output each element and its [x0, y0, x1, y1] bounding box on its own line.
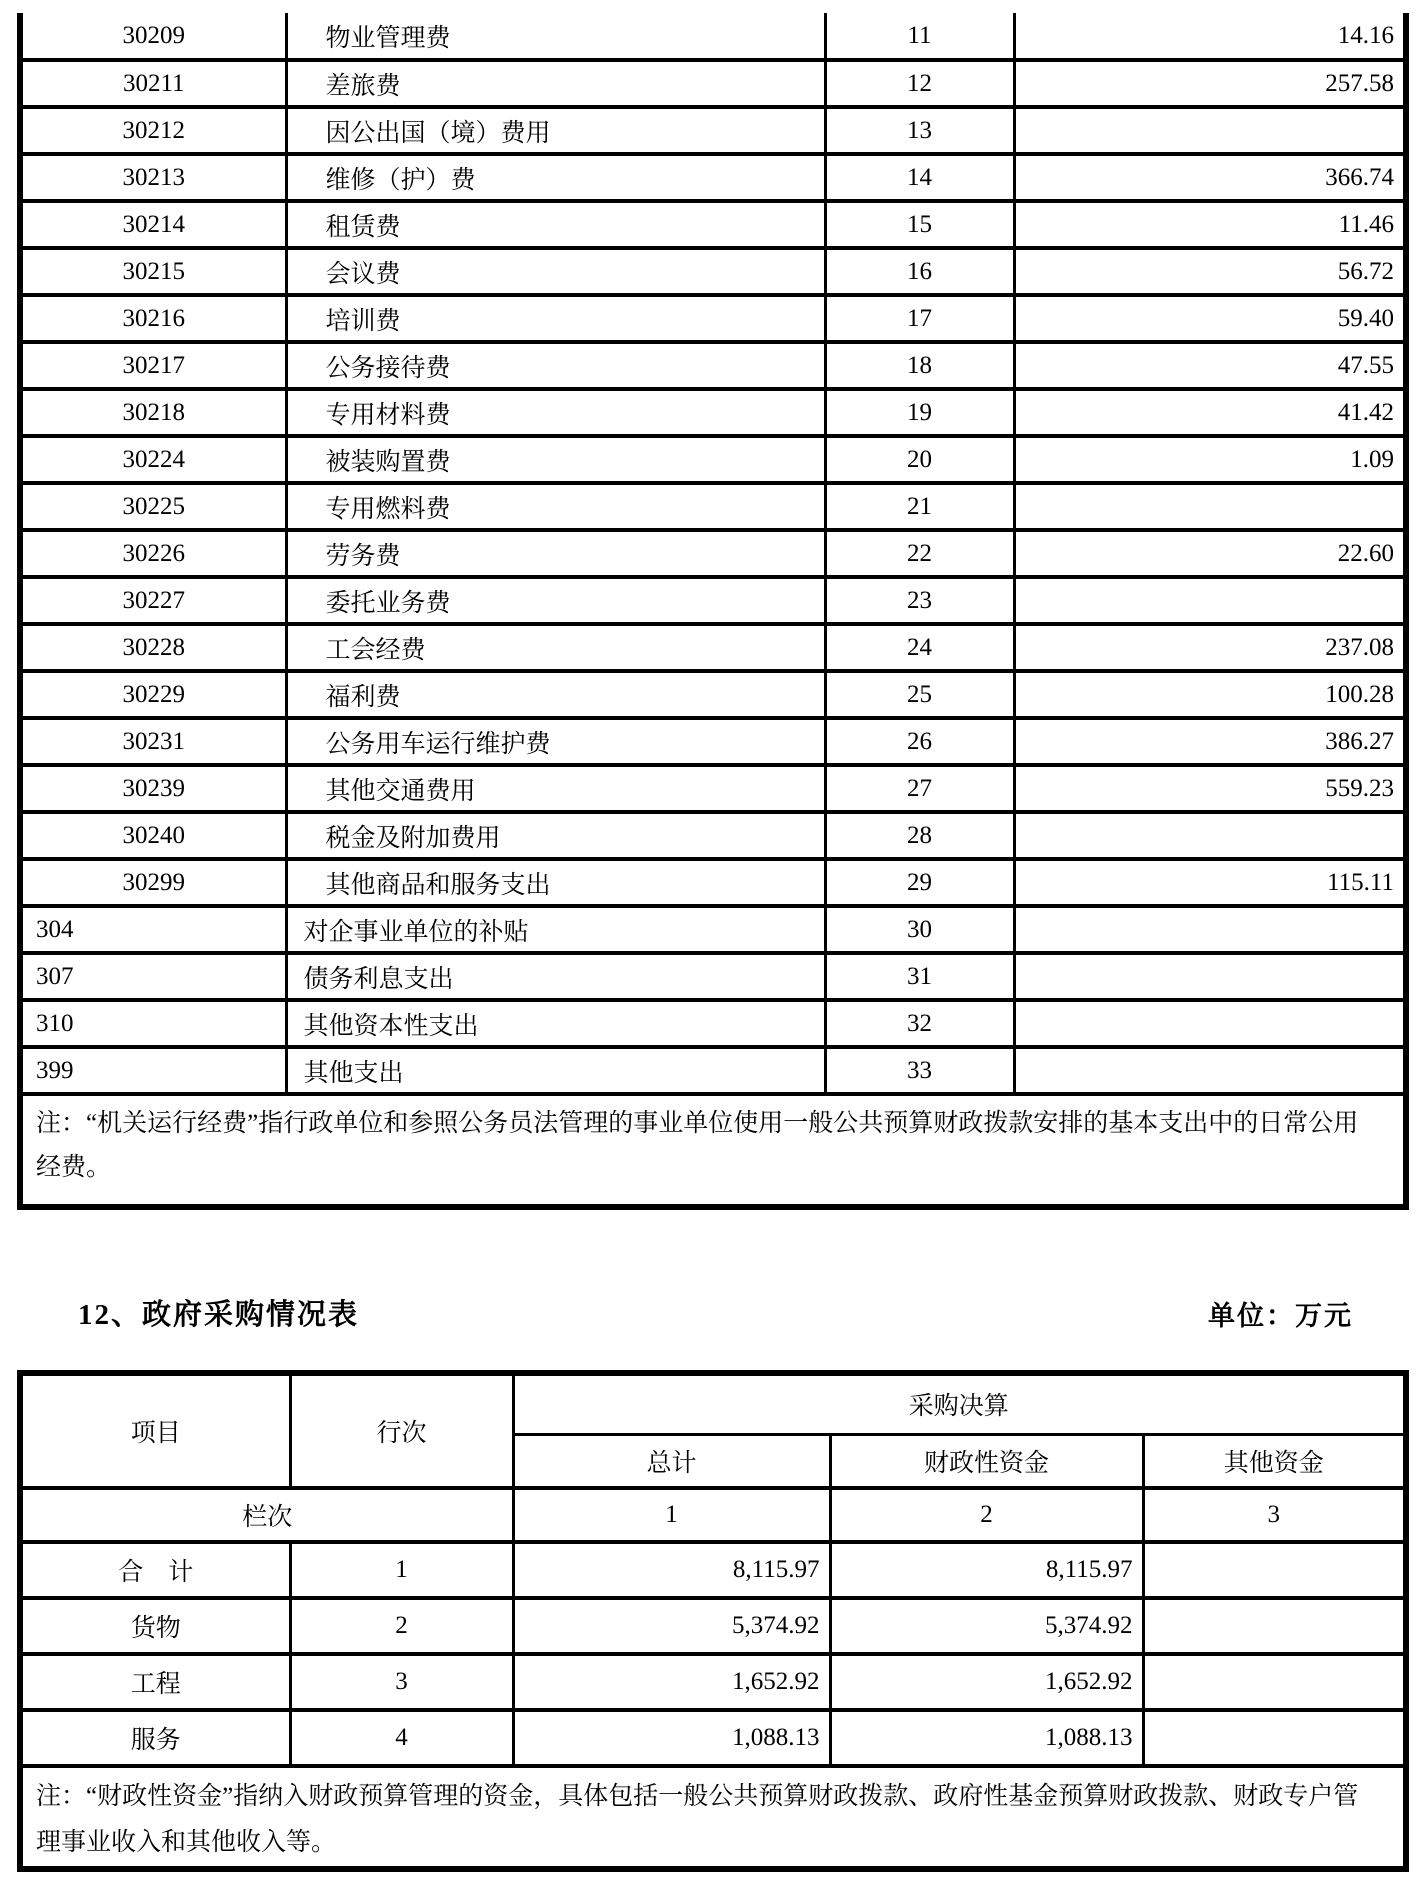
name-cell: 公务接待费 — [286, 342, 825, 389]
expense-row — [20, 483, 1406, 530]
amount-cell: 59.40 — [1014, 295, 1406, 342]
line-no-cell: 25 — [825, 671, 1014, 718]
line-no-cell: 17 — [825, 295, 1014, 342]
expense-row — [20, 248, 1406, 295]
line-no-cell: 15 — [825, 201, 1014, 248]
code-cell: 30224 — [20, 436, 286, 483]
note-line: 注：“财政性资金”指纳入财政预算管理的资金，具体包括一般公共预算财政拨款、政府性基金预算财政拨款、财政专户管 — [36, 1783, 1359, 1810]
expense-row — [20, 342, 1406, 389]
section-title: 12、政府采购情况表 — [78, 1299, 360, 1331]
line-no-cell: 23 — [825, 577, 1014, 624]
note-line: 经费。 — [36, 1154, 112, 1181]
amount-cell — [1014, 1047, 1406, 1094]
code-cell: 310 — [20, 1000, 286, 1047]
line-no-cell: 21 — [825, 483, 1014, 530]
name-cell: 物业管理费 — [286, 13, 825, 60]
code-cell: 30226 — [20, 530, 286, 577]
name-cell: 其他支出 — [286, 1047, 825, 1094]
code-cell: 30216 — [20, 295, 286, 342]
name-cell: 其他资本性支出 — [286, 1000, 825, 1047]
name-cell: 税金及附加费用 — [286, 812, 825, 859]
code-cell: 30213 — [20, 154, 286, 201]
code-cell: 304 — [20, 906, 286, 953]
other-cell — [1143, 1654, 1406, 1710]
code-cell: 30240 — [20, 812, 286, 859]
column-index-2: 2 — [830, 1488, 1143, 1542]
line-no-cell: 28 — [825, 812, 1014, 859]
line-no-cell: 13 — [825, 107, 1014, 154]
item-cell: 服务 — [20, 1710, 290, 1766]
expense-table-note-row — [20, 1094, 1406, 1207]
name-cell: 专用燃料费 — [286, 483, 825, 530]
item-cell: 合 计 — [20, 1542, 290, 1598]
expense-row — [20, 671, 1406, 718]
procurement-row — [20, 1542, 1406, 1598]
code-cell: 30211 — [20, 60, 286, 107]
line-no-cell: 32 — [825, 1000, 1014, 1047]
line-no-cell: 12 — [825, 60, 1014, 107]
name-cell: 福利费 — [286, 671, 825, 718]
header-item: 项目 — [20, 1373, 290, 1488]
expense-row — [20, 13, 1406, 60]
name-cell: 培训费 — [286, 295, 825, 342]
line-no-cell: 20 — [825, 436, 1014, 483]
name-cell: 劳务费 — [286, 530, 825, 577]
code-cell: 399 — [20, 1047, 286, 1094]
expense-row — [20, 953, 1406, 1000]
amount-cell — [1014, 906, 1406, 953]
line-no-cell: 4 — [290, 1710, 513, 1766]
expense-row — [20, 765, 1406, 812]
amount-cell: 100.28 — [1014, 671, 1406, 718]
line-no-cell: 16 — [825, 248, 1014, 295]
name-cell: 对企事业单位的补贴 — [286, 906, 825, 953]
amount-cell — [1014, 483, 1406, 530]
line-no-cell: 1 — [290, 1542, 513, 1598]
total-cell: 1,088.13 — [513, 1710, 830, 1766]
header-line-no: 行次 — [290, 1373, 513, 1488]
expense-row — [20, 812, 1406, 859]
amount-cell: 559.23 — [1014, 765, 1406, 812]
other-cell — [1143, 1598, 1406, 1654]
code-cell: 307 — [20, 953, 286, 1000]
amount-cell: 237.08 — [1014, 624, 1406, 671]
note-line: 注：“机关运行经费”指行政单位和参照公务员法管理的事业单位使用一般公共预算财政拨款安排的基本支出中的日常公用 — [36, 1110, 1359, 1137]
line-no-cell: 19 — [825, 389, 1014, 436]
expense-row — [20, 718, 1406, 765]
total-cell: 8,115.97 — [513, 1542, 830, 1598]
expense-row — [20, 295, 1406, 342]
fiscal-cell: 1,652.92 — [830, 1654, 1143, 1710]
code-cell: 30299 — [20, 859, 286, 906]
code-cell: 30212 — [20, 107, 286, 154]
name-cell: 租赁费 — [286, 201, 825, 248]
line-no-cell: 22 — [825, 530, 1014, 577]
expense-row — [20, 389, 1406, 436]
fiscal-cell: 5,374.92 — [830, 1598, 1143, 1654]
header-procurement-group: 采购决算 — [513, 1373, 1406, 1434]
line-no-cell: 26 — [825, 718, 1014, 765]
line-no-cell: 33 — [825, 1047, 1014, 1094]
name-cell: 被装购置费 — [286, 436, 825, 483]
procurement-row — [20, 1598, 1406, 1654]
amount-cell: 56.72 — [1014, 248, 1406, 295]
amount-cell: 366.74 — [1014, 154, 1406, 201]
header-fiscal-funds: 财政性资金 — [830, 1434, 1143, 1488]
name-cell: 其他交通费用 — [286, 765, 825, 812]
code-cell: 30214 — [20, 201, 286, 248]
name-cell: 会议费 — [286, 248, 825, 295]
expense-row — [20, 1000, 1406, 1047]
procurement-table-note — [20, 1766, 1406, 1869]
procurement-table — [17, 1370, 1409, 1872]
expense-row — [20, 906, 1406, 953]
amount-cell — [1014, 812, 1406, 859]
amount-cell — [1014, 577, 1406, 624]
amount-cell: 257.58 — [1014, 60, 1406, 107]
line-no-cell: 11 — [825, 13, 1014, 60]
unit-label: 单位：万元 — [1208, 1301, 1353, 1331]
expense-detail-table — [17, 13, 1409, 1210]
total-cell: 5,374.92 — [513, 1598, 830, 1654]
expense-row — [20, 107, 1406, 154]
line-no-cell: 29 — [825, 859, 1014, 906]
code-cell: 30229 — [20, 671, 286, 718]
expense-row — [20, 859, 1406, 906]
amount-cell: 115.11 — [1014, 859, 1406, 906]
name-cell: 委托业务费 — [286, 577, 825, 624]
amount-cell — [1014, 1000, 1406, 1047]
item-cell: 工程 — [20, 1654, 290, 1710]
procurement-row — [20, 1710, 1406, 1766]
code-cell: 30231 — [20, 718, 286, 765]
column-index-row — [20, 1488, 1406, 1542]
column-index-3: 3 — [1143, 1488, 1406, 1542]
header-total: 总计 — [513, 1434, 830, 1488]
amount-cell — [1014, 107, 1406, 154]
procurement-header-row-1 — [20, 1373, 1406, 1434]
expense-table-note — [20, 1094, 1406, 1207]
amount-cell: 386.27 — [1014, 718, 1406, 765]
line-no-cell: 31 — [825, 953, 1014, 1000]
expense-row — [20, 624, 1406, 671]
amount-cell: 47.55 — [1014, 342, 1406, 389]
line-no-cell: 18 — [825, 342, 1014, 389]
code-cell: 30209 — [20, 13, 286, 60]
column-index-label: 栏次 — [20, 1488, 513, 1542]
fiscal-cell: 1,088.13 — [830, 1710, 1143, 1766]
header-other-funds: 其他资金 — [1143, 1434, 1406, 1488]
amount-cell: 11.46 — [1014, 201, 1406, 248]
name-cell: 专用材料费 — [286, 389, 825, 436]
total-cell: 1,652.92 — [513, 1654, 830, 1710]
line-no-cell: 30 — [825, 906, 1014, 953]
line-no-cell: 14 — [825, 154, 1014, 201]
line-no-cell: 27 — [825, 765, 1014, 812]
other-cell — [1143, 1710, 1406, 1766]
expense-row — [20, 436, 1406, 483]
other-cell — [1143, 1542, 1406, 1598]
line-no-cell: 2 — [290, 1598, 513, 1654]
amount-cell — [1014, 953, 1406, 1000]
code-cell: 30239 — [20, 765, 286, 812]
amount-cell: 1.09 — [1014, 436, 1406, 483]
name-cell: 差旅费 — [286, 60, 825, 107]
name-cell: 公务用车运行维护费 — [286, 718, 825, 765]
expense-row — [20, 154, 1406, 201]
procurement-section-header — [17, 1292, 1403, 1334]
procurement-row — [20, 1654, 1406, 1710]
code-cell: 30218 — [20, 389, 286, 436]
expense-row — [20, 1047, 1406, 1094]
amount-cell: 14.16 — [1014, 13, 1406, 60]
item-cell: 货物 — [20, 1598, 290, 1654]
expense-row — [20, 201, 1406, 248]
procurement-note-row — [20, 1766, 1406, 1869]
name-cell: 债务利息支出 — [286, 953, 825, 1000]
name-cell: 工会经费 — [286, 624, 825, 671]
code-cell: 30217 — [20, 342, 286, 389]
column-index-1: 1 — [513, 1488, 830, 1542]
name-cell: 因公出国（境）费用 — [286, 107, 825, 154]
code-cell: 30228 — [20, 624, 286, 671]
note-line: 理事业收入和其他收入等。 — [36, 1829, 337, 1856]
expense-row — [20, 577, 1406, 624]
name-cell: 维修（护）费 — [286, 154, 825, 201]
code-cell: 30227 — [20, 577, 286, 624]
code-cell: 30215 — [20, 248, 286, 295]
amount-cell: 22.60 — [1014, 530, 1406, 577]
line-no-cell: 24 — [825, 624, 1014, 671]
code-cell: 30225 — [20, 483, 286, 530]
expense-row — [20, 60, 1406, 107]
fiscal-cell: 8,115.97 — [830, 1542, 1143, 1598]
expense-row — [20, 530, 1406, 577]
line-no-cell: 3 — [290, 1654, 513, 1710]
name-cell: 其他商品和服务支出 — [286, 859, 825, 906]
amount-cell: 41.42 — [1014, 389, 1406, 436]
